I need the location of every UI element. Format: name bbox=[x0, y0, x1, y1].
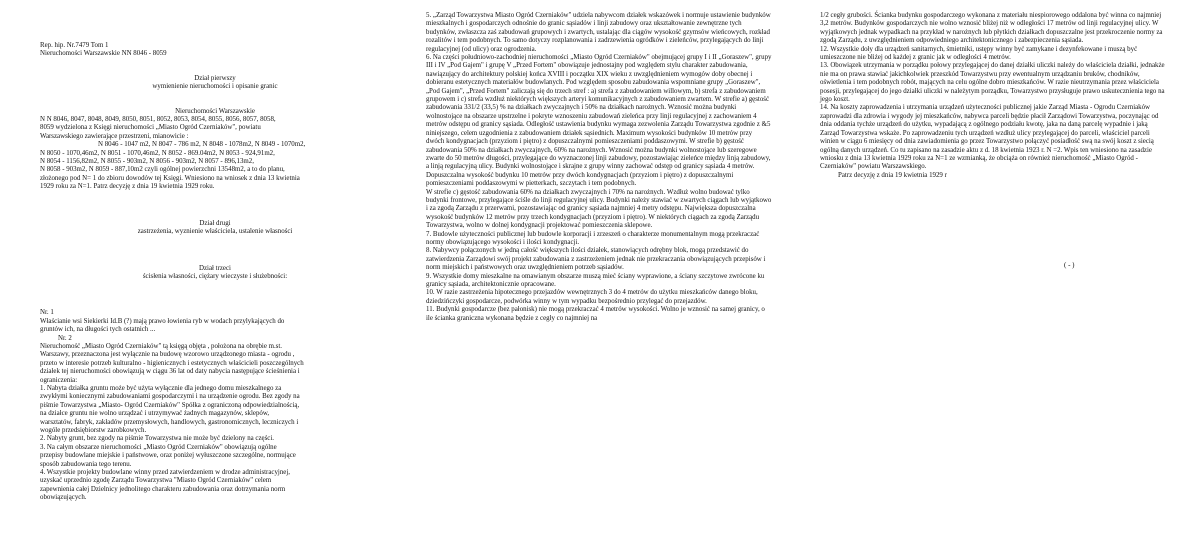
estate-heading: Nieruchomości Warszawskie bbox=[175, 107, 255, 115]
estate-register-title: Nieruchomości Warszawskie NN 8046 - 8059 bbox=[40, 50, 167, 58]
clause-paragraph: 13. Obowiązek utrzymania w porządku połowy przylegającej do danej działki uliczki należy do właściciela działki, jednakże nie ma on prawa stawiać jakichkolwiek przeszkód Towarzystwu przy ewentualnym urządzaniu bruków, chodników, oświetlenia i tem podobnych robót, mających na celu ogólne dobro mieszkańców. W razie nieutrzymania przez właściciela posesji, przylegającej do jego działki uliczki w należytym porządku, Towarzystwo przysługuje prawo uskutecznienia tego na jego koszt. bbox=[820, 62, 1165, 104]
entry-2-line: sposób zabudowania tego terenu. bbox=[40, 460, 132, 468]
entry-1-line: gruntów ich, na długości tych ostatnich ... bbox=[40, 326, 156, 334]
entry-2-line: przeto w interesie potrzeb kulturalno - higienicznych i estetycznych właścicieli poszczególnych bbox=[40, 359, 304, 367]
area-line: N 8054 - 1156,82m2, N 8055 - 903m2, N 8056 - 903m2, N 8057 - 896,13m2, bbox=[40, 158, 254, 166]
clause-paragraph: 1/2 cegły grubości. Ścianka budynku gospodarczego wykonana z materiału niespiorowego oddalona być winna co najmniej 3,2 metrów. Budynków gospodarczych nie wolno wznosić bliżej niż w odległości 17 metrów od linji regulacyjnej ulicy. W wyjątkowych jednak wypadkach na przykład w narożnych lub płytkich działkach dopuszczalne jest przekroczenie normy za zgodą Zarządu, z uwzględnieniem odpowiedniego architektonicznego i zabezpieczenia sąsiada. bbox=[820, 12, 1163, 45]
entry-2-line: 1. Nabyta działka gruntu może być użyta wyłącznie dla jednego domu mieszkalnego za bbox=[40, 384, 282, 392]
end-mark: ( - ) bbox=[1064, 261, 1075, 269]
estate-line: N N 8046, 8047, 8048, 8049, 8050, 8051, 8052, 8053, 8054, 8055, 8056, 8057, 8058, bbox=[40, 116, 276, 124]
entry-2-line: 4. Wszystkie projekty budowlane winny przed zatwierdzeniem w drodze administracyjnej, bbox=[40, 469, 290, 477]
entry-2-line: zwykłymi koniecznymi zabudowaniami gospodarczymi i na urządzenie ogrodu. Bez zgody na bbox=[40, 393, 300, 401]
entry-2-line: warsztatów, fabryk, zakładów przemysłowych, handlowych, gastronomicznych, leczniczych i bbox=[40, 418, 299, 426]
entry-2-line: zapewnienia całej Dzielnicy jednolitego charakteru zabudowania oraz dotrzymania norm bbox=[40, 485, 286, 493]
entry-2-line: działek tej nieruchomości obowiązują w ciągu 36 lat od daty nabycia następujące ścieśnienia i bbox=[40, 368, 300, 376]
clause-paragraph: 6. Na części południowo-zachodniej nieruchomości „Miasto Ogród Czerniaków" obejmującej grupy I i II „Goraszew", grupy III i IV „Pod Gajem" i grupę V „Przed Fortem" obowiązuje jednostajny pod względem stylu charakter zabudowania, nawiązujący do architektury polskiej końca XVIII i początku XIX wieku z uwzględnieniem wymogów doby obecnej i dobieranu estetycznych materiałów budowlanych. Pod względem sposobu zabudowania wspomniane grupy „Goraszew", „Pod Gajem", „Przed Fortem" zaliczają się do trzech stref : a) strefa z zabudowaniem willowym, b) strefa z zabudowaniem grupowem i c) strefa wzdłuż niektórych większych arteryi komunikacyjnych z zabudowaniem zwartem. W strefie a) gęstość zabudowania 331/2 (33,5) % na działkach zwyczajnych i 50% na działkach narożnych. Wznosić można budynki wolnostojące na obszarze upstrzelne i pokryte wznoszeniu zabudowań zieleńca przy linji regulacyjnej z zachowaniem 4 metrów odstępu od granicy sąsiada. Odległość ustawienia budynku wymaga zezwolenia Zarządu Towarzystwa zgodnie z &5 niniejszego, celem uzgodnienia z zabudowaniem działek sąsiednich. Maximum wysokości budynków 10 metrów przy dwóch kondygnacjach (przyziom i piętro) z dopuszczalnymi pomieszczeniami poddaszowymi. W strefie b) gęstość zabudowania 50% na działkach zwyczajnych, 60% na narożnych. Wznosić można budynki wolnostojące lub szeregowe zwarte do 50 metrów długości, przylegające do wyznaczonej linji zabudowy, pozostawiając zieleńce między linją zabudowy, a linją regulacyjną ulicy. Budynki wolnostojące i skrajne z grupy winny zachować odstęp od granicy sąsiada 4 metrów. Dopuszczalna wysokość budynku 10 metrów przy dwóch kondygnacjach (przyziom i piętro) z dopuszczalnymi pomieszczeniami poddaszowymi w pietterkach, szczytach i tem podobnych. bbox=[426, 54, 772, 188]
entry-2-line: 3. Na całym obszarze nieruchomości „Miasto Ogród Czerniaków" obowiązują ogólne bbox=[40, 443, 277, 451]
column-3 bbox=[820, 12, 1168, 180]
clause-paragraph: 9. Wszystkie domy mieszkalne na omawianym obszarze muszą mieć ściany wyprawione, a ściany szczytowe zwrócone ku granicy sąsiada, architektonicznie opracowane. bbox=[426, 272, 765, 288]
clause-paragraph: W strefie c) gęstość zabudowania 60% na działkach zwyczajnych i 70% na narożnych. Wzdłuż wolno budować tylko budynki frontowe, przylegające ściśle do linji regulacyjnej ulicy. Budynki należy stawiać w zwartych ciągach lub wyjątkowo i za zgodą Zarządu z przerwami, pozostawiając od granicy sąsiada najmniej 4 metry odstępu. Największa dopuszczalna wysokość budynków 12 metrów przy trzech kondygnacjach (przyziom i piętro). W niektórych ciągach za zgodą Zarządu Towarzystwa, wolno w dolnej kondygnacji projektować pomieszczenia sklepowe. bbox=[426, 188, 772, 230]
clause-paragraph: 12. Wszystkie doły dla urządzeń sanitarnych, śmietniki, ustępy winny być zamykane i dezynfekowane i muszą być umieszczone nie bliżej od każdej z granic jak w odległości 4 metrów. bbox=[820, 45, 1138, 62]
area-line: N 8050 - 1070,46m2, N 8051 - 1070,46m2, N 8052 - 869.04m2, N 8053 - 924,91m2, bbox=[40, 149, 275, 157]
entry-2-line: na działce gruntu nie wolno urządzać i utrzymywać żadnych magazynów, sklepów, bbox=[40, 410, 270, 418]
clause-paragraph: 5. „Zarząd Towarzystwa Miasto Ogród Czerniaków" udziela nabywcom działek wskazówek i normuje ustawienie budynków mieszkalnych i gospodarczych odnośnie do granic sąsiadów i linji zabudowy oraz ukształtowanie zewnętrzne tych budynków, zwłaszcza zaś zabudowań grupowych i zwartych, ustalając dla ciągów wysokość gzymsów wieńcowych, rozkład rozalitów i tem podobnych. To samo dotyczy rozplanowania i zadrzewienia ogródków i zieleńców, przylegających do linji regulacyjnej (od ulicy) oraz ogrodzenia. bbox=[426, 12, 771, 53]
entry-1-line: Właścianie wsi Siekierki Id.B (?) mają prawo łowienia ryb w wodach przylykających do bbox=[40, 317, 285, 325]
entry-1-number: Nr. 1 bbox=[40, 309, 54, 317]
entry-2-line: Warszawy, przeznaczona jest wyłącznie na budowę wzorowo urządzonego miasta - ogrodu , bbox=[40, 351, 295, 359]
column-1 bbox=[40, 42, 390, 503]
clause-paragraph: 8. Nabywcy połączonych w jedną całość większych ilości działek, stanowiących odrębny blok, mogą przedstawić do zatwierdzenia Zarządowi swój projekt zabudowania z zastrzeżeniem jednak nie przekraczania obowiązujących przepisów i norm miejskich i państwowych oraz uwzględnieniem potrzeb sąsiadów. bbox=[426, 247, 766, 272]
section-2-heading: Dział drugi bbox=[199, 219, 231, 227]
entry-2-line: uzyskać uprzednio zgodę Zarządu Towarzystwa "Miasto Ogród Czerniaków" celem bbox=[40, 477, 272, 485]
column-2 bbox=[426, 12, 772, 323]
clause-paragraph: 10. W razie zastrzeżenia hipotecznego przejazdów wewnętrznych 3 do 4 metrów do użytku mieszkańców danego bloku, dziedzińczyki gospodarcze, podwórka winny w tym wypadku bezpośrednio przylegać do przejazdów. bbox=[426, 289, 758, 305]
area-line: złożonego pod N= 1 do zbioru dowodów tej Księgi. Wniesiono na wniosek z dnia 13 kwietnia bbox=[40, 174, 300, 182]
clause-paragraph: 14. Na koszty zaprowadzenia i utrzymania urządzeń użyteczności publicznej jakie Zarząd Miasta - Ogrodu Czerniaków zaprowadzi dla zdrowia i wygody jej mieszkańców, nabywca parceli będzie płacił Zarządowi Towarzystwa, poczynając od dnia oddania tychże urządzeń do użytku, wypadającą z ogólnego podziału kwotę, jaka na daną parcelę wypadnie i jaką Zarząd Towarzystwa wskaże. Po zaprowadzeniu tych urządzeń wzdłuż ulicy przylegającej do parceli, właściciel parceli winien w ciągu 6 miesięcy od dnia zawiadomienia go przez Towarzystwo połączyć posiadłość swą na swój koszt z siecią ogólną danych urządzeń. Co tu zapisano na zasadzie aktu z d. 18 kwietnia 1923 r. N =2. Wpis ten wniesiono na zasadzie wniosku z dnia 13 kwietnia 1929 roku za N=1 ze wzmianką, że obciąża on również nieruchomość „Miasto Ogród - Czerniaków" powiatu Warszawskiego. bbox=[820, 104, 1159, 171]
area-line: N 8046 - 1047 m2, N 8047 - 786 m2, N 8048 - 1078m2, N 8049 - 1070m2, bbox=[98, 141, 306, 149]
entry-2-line: 2. Nabyty grunt, bez zgody na piśmie Towarzystwa nie może być dzielony na części. bbox=[40, 435, 274, 443]
closing-reference: Patrz decyzję z dnia 19 kwietnia 1929 r bbox=[838, 171, 947, 179]
entry-2-line: obowiązujących. bbox=[40, 494, 87, 502]
clause-paragraph: 11. Budynki gospodarcze (bez pałonisk) nie mogą przekraczać 4 metrów wysokości. Wolno je wznosić na samej granicy, o ile ścianka graniczna wykonana będzie z cegły co najmniej na bbox=[426, 306, 765, 322]
entry-2-line: Nieruchomość „Miasto Ogród Czerniaków" tą księgą objęta , położona na obrębie m.st. bbox=[40, 342, 283, 350]
clause-paragraph: 7. Budowle użyteczności publicznej lub budowle korporacji i zrzeszeń o charakterze monumentalnym mogą przekraczać normy obowiązującego wysokości i ilości kondygnacji. bbox=[426, 230, 760, 246]
area-line: 1929 roku za N=1. Patrz decyzję z dnia 19 kwietnia 1929 roku. bbox=[40, 183, 215, 191]
section-1-subtitle: wymienienie nieruchomości i opisanie granic bbox=[152, 83, 278, 91]
entry-2-number: Nr. 2 bbox=[58, 334, 72, 342]
area-line: N 8058 - 903m2, N 8059 - 887,10m2 czyli ogólnej powierzchni 13548m2, a to do planu, bbox=[40, 166, 285, 174]
section-3-heading: Dział trzeci bbox=[199, 264, 231, 272]
entry-2-line: przepisy budowlane miejskie i państwowe, oraz poniżej wyłuszczone szczególne, normujące bbox=[40, 452, 296, 460]
section-3-subtitle: ścisłenia własności, ciężary wieczyste i służebności: bbox=[142, 272, 288, 280]
entry-2-line: piśmie Towarzystwa „Miasto- Ogród Czerniaków" Spółka z ograniczoną odpowiedzialnością, bbox=[40, 401, 300, 409]
estate-line: 8059 wydzielona z Księgi nieruchomości „Miasto Ogród Czerniaków", powiatu bbox=[40, 124, 261, 132]
entry-2-line: ograniczenia: bbox=[40, 376, 78, 384]
register-number: Rep. hip. Nr.7479 Tom 1 bbox=[40, 42, 109, 49]
estate-line: Warszawskiego zawierające przestrzeni, mianowicie : bbox=[40, 132, 189, 140]
section-2-subtitle: zastrzeżenia, wyznienie właściciela, ustalenie własności bbox=[137, 228, 293, 236]
entry-2-line: wogóle przedsiębiorstw zarobkowych. bbox=[40, 427, 147, 434]
section-1-heading: Dział pierwszy bbox=[194, 74, 236, 82]
